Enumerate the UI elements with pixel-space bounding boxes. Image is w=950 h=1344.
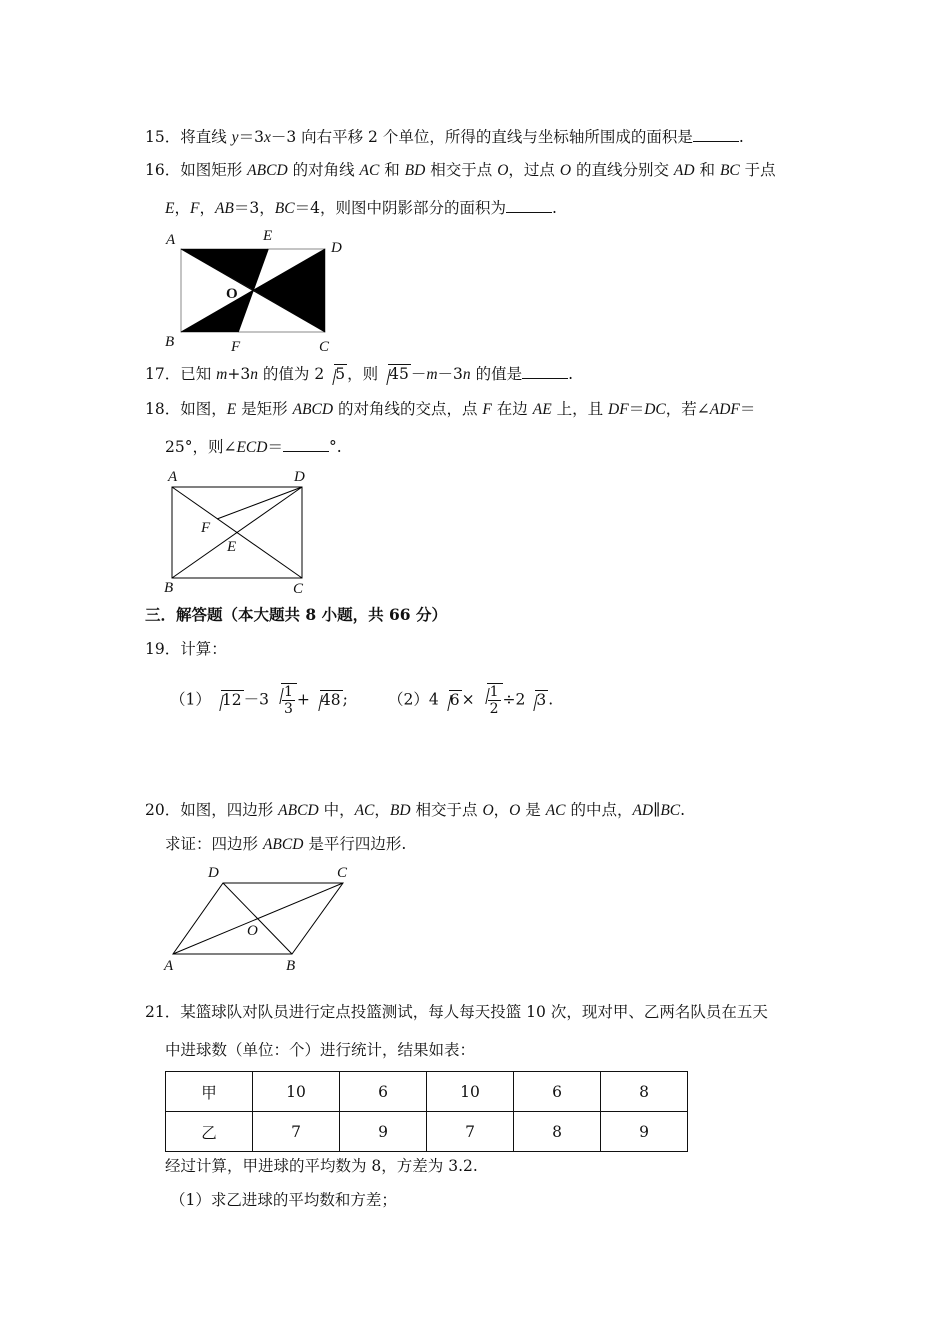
sqrt-fraction: $\frac{1}{3}$ bbox=[281, 683, 297, 717]
sqrt-48: 48 bbox=[320, 690, 341, 709]
label-F: F bbox=[201, 520, 211, 536]
table-cell: 8 bbox=[514, 1112, 601, 1152]
question-21-line2: 中进球数（单位：个）进行统计，结果如表： bbox=[165, 1041, 476, 1059]
table-cell: 7 bbox=[427, 1112, 514, 1152]
table-cell: 9 bbox=[340, 1112, 427, 1152]
label-C: C bbox=[293, 581, 304, 597]
label-D: D bbox=[294, 469, 305, 485]
table-cell: 8 bbox=[601, 1072, 688, 1112]
label-B: B bbox=[164, 580, 174, 596]
table-row bbox=[166, 1112, 688, 1152]
label-C: C bbox=[319, 339, 330, 355]
answer-blank bbox=[693, 127, 739, 142]
question-18-line2: 25°，则∠ECD＝ °. bbox=[165, 438, 342, 456]
sqrt-fraction: $\frac{1}{2}$ bbox=[487, 683, 503, 717]
question-15: 15．将直线 y＝3x－3 向右平移 2 个单位，所得的直线与坐标轴所围成的面积是 . bbox=[145, 128, 744, 146]
table-cell: 甲 bbox=[166, 1072, 253, 1112]
answer-blank bbox=[506, 198, 552, 213]
figure-18-rectangle bbox=[160, 465, 320, 600]
section-heading: 三．解答题（本大题共 8 小题，共 66 分） bbox=[145, 605, 447, 624]
question-21-note: 经过计算，甲进球的平均数为 8，方差为 3.2. bbox=[165, 1157, 478, 1175]
label-O: O bbox=[247, 923, 258, 939]
score-table bbox=[165, 1071, 688, 1152]
label-A: A bbox=[164, 958, 174, 974]
sqrt-5: 5 bbox=[335, 365, 346, 383]
table-cell: 7 bbox=[253, 1112, 340, 1152]
label-A: A bbox=[168, 469, 178, 485]
question-19-part2: （2）4 6 × $\frac{1}{2}$ ÷2 3 . bbox=[388, 684, 554, 717]
label-B: B bbox=[286, 958, 296, 974]
table-row bbox=[166, 1072, 688, 1112]
table-cell: 6 bbox=[340, 1072, 427, 1112]
label-F: F bbox=[231, 339, 241, 355]
question-19: 19．计算： bbox=[145, 640, 227, 658]
label-D: D bbox=[208, 865, 219, 881]
answer-blank bbox=[283, 437, 329, 452]
label-B: B bbox=[165, 334, 175, 350]
label-C: C bbox=[337, 865, 348, 881]
label-E: E bbox=[263, 228, 273, 244]
sqrt-6: 6 bbox=[449, 690, 460, 709]
question-20-line2: 求证：四边形 ABCD 是平行四边形. bbox=[165, 835, 407, 853]
label-A: A bbox=[166, 232, 176, 248]
question-16: 16．如图矩形 ABCD 的对角线 AC 和 BD 相交于点 O，过点 O 的直线分别交 AD 和 BC 于点 bbox=[145, 161, 776, 179]
question-21: 21．某篮球队对队员进行定点投篮测试，每人每天投篮 10 次，现对甲、乙两名队员在五天 bbox=[145, 1003, 768, 1021]
answer-blank bbox=[522, 364, 568, 379]
table-cell: 10 bbox=[427, 1072, 514, 1112]
question-17: 17．已知 m+3n 的值为 2 5 ，则 45 －m－3n 的值是 . bbox=[145, 365, 574, 383]
sqrt-12: 12 bbox=[221, 690, 242, 709]
sqrt-45: 45 bbox=[389, 365, 409, 383]
label-O: O bbox=[226, 286, 238, 302]
label-E: E bbox=[227, 539, 237, 555]
label-D: D bbox=[331, 240, 342, 256]
question-19-part1: （1） 12 －3 $\frac{1}{3}$ + 48 ; bbox=[170, 684, 348, 717]
table-cell: 乙 bbox=[166, 1112, 253, 1152]
question-18: 18．如图，E 是矩形 ABCD 的对角线的交点，点 F 在边 AE 上，且 DF＝DC，若∠ADF＝ bbox=[145, 400, 756, 418]
sqrt-3: 3 bbox=[536, 690, 547, 709]
question-16-line2: E，F，AB＝3，BC＝4，则图中阴影部分的面积为 . bbox=[165, 199, 557, 217]
question-21-part1: （1）求乙进球的平均数和方差； bbox=[170, 1191, 397, 1209]
figure-20-parallelogram bbox=[160, 860, 360, 975]
question-20: 20．如图，四边形 ABCD 中，AC，BD 相交于点 O，O 是 AC 的中点，AD∥BC. bbox=[145, 801, 686, 819]
table-cell: 10 bbox=[253, 1072, 340, 1112]
table-cell: 9 bbox=[601, 1112, 688, 1152]
table-cell: 6 bbox=[514, 1072, 601, 1112]
figure-16-rectangle bbox=[160, 225, 360, 355]
